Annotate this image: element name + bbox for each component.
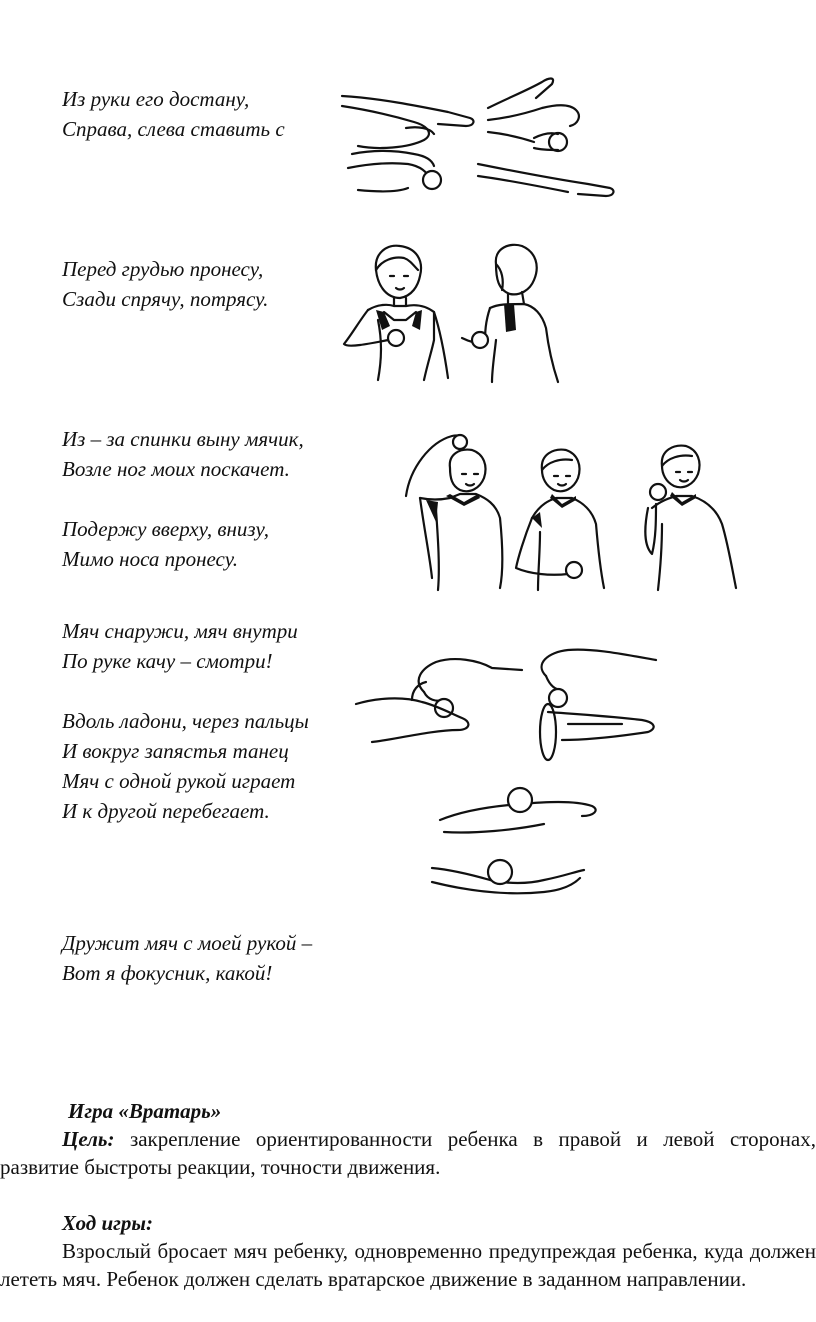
verse-1 <box>62 84 312 144</box>
verse-line: Вот я фокусник, какой! <box>62 961 273 985</box>
verse-line: Подержу вверху, внизу, <box>62 517 270 541</box>
girl-three-poses-illustration <box>400 428 740 593</box>
verse-line: Дружит мяч с моей рукой – <box>62 931 313 955</box>
verse-line: Справа, слева ставить с <box>62 117 285 141</box>
verse-line: Мяч снаружи, мяч внутри <box>62 619 298 643</box>
process-label: Ход игры: <box>62 1211 153 1235</box>
verse-2 <box>62 254 268 314</box>
verse-line: Вдоль ладони, через пальцы <box>62 709 309 733</box>
verse-line <box>62 676 336 706</box>
verse-line: Мимо носа пронесу. <box>62 547 238 571</box>
game-title: Игра «Вратарь» <box>68 1099 222 1123</box>
verse-3 <box>62 424 304 574</box>
goal-label: Цель: <box>62 1127 115 1151</box>
verse-line: И вокруг запястья танец <box>62 739 289 763</box>
verse-4 <box>62 616 336 826</box>
verse-line: Из руки его достану, <box>62 87 250 111</box>
game-section <box>0 1097 816 1293</box>
hands-rolling-ball-illustration <box>352 640 692 770</box>
goal-text: закрепление ориентированности ребенка в правой и левой сторонах, развитие быстроты реакции, точности движения. <box>0 1127 816 1179</box>
game-goal-paragraph <box>0 1125 816 1181</box>
verse-line: И к другой перебегает. <box>62 799 270 823</box>
verse-line <box>62 484 304 514</box>
girl-front-and-back-illustration <box>338 240 568 388</box>
verse-line: Возле ног моих поскачет. <box>62 457 290 481</box>
verse-line: Из – за спинки выну мячик, <box>62 427 304 451</box>
verse-line: По руке качу – смотри! <box>62 649 273 673</box>
process-text: Взрослый бросает мяч ребенку, одновременно предупреждая ребенка, куда должен лететь мяч. Ребенок должен сделать вратарское движение в заданном направлении. <box>0 1239 816 1291</box>
palms-with-ball-illustration <box>424 780 614 910</box>
verse-line: Перед грудью пронесу, <box>62 257 264 281</box>
verse-5 <box>62 928 312 988</box>
verse-line: Сзади спрячу, потрясу. <box>62 287 269 311</box>
hands-passing-ball-illustration <box>338 68 618 203</box>
verse-line: Мяч с одной рукой играет <box>62 769 296 793</box>
